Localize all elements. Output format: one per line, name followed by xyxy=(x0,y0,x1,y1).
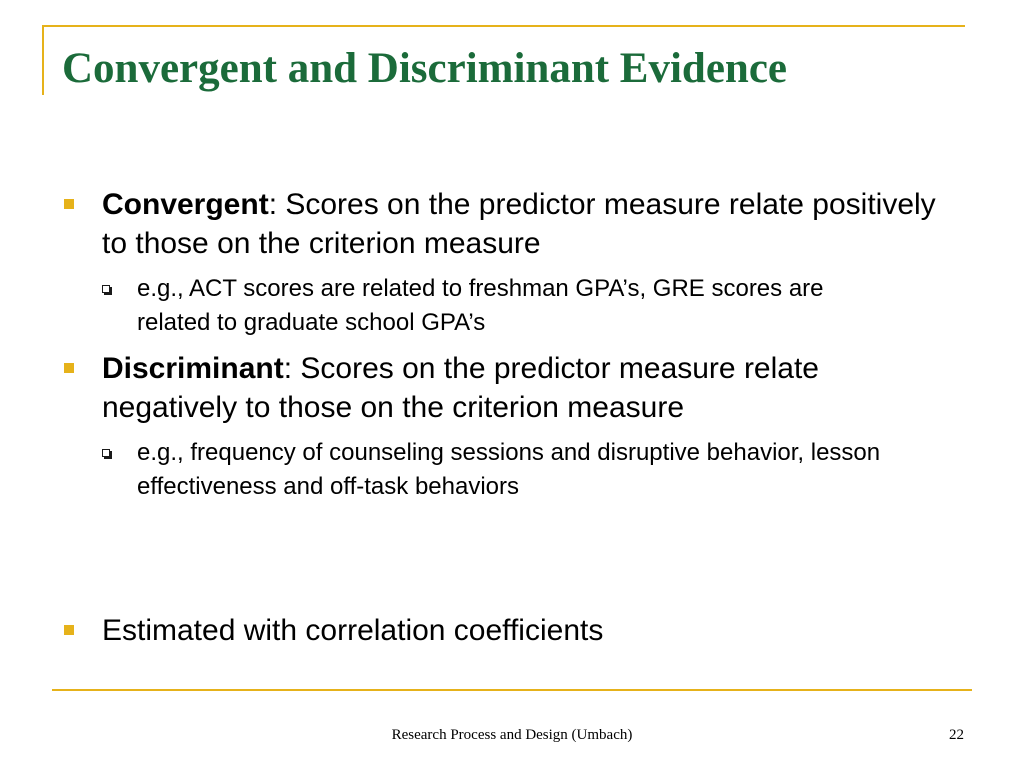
bullet-text xyxy=(102,185,952,263)
bullet-text: Estimated with correlation coefficients xyxy=(102,614,604,647)
square-bullet-icon xyxy=(64,199,74,209)
frame-top-line xyxy=(42,25,965,27)
footer-text: Research Process and Design (Umbach) xyxy=(391,727,633,743)
sub-bullet-text: e.g., frequency of counseling sessions and disruptive behavior, lesson effectiveness and off-task behaviors xyxy=(137,439,881,500)
hollow-square-bullet-icon xyxy=(102,285,110,293)
frame-left-line xyxy=(42,25,44,95)
bullet-term: Convergent xyxy=(102,188,269,221)
footer-divider xyxy=(52,689,972,691)
square-bullet-icon xyxy=(64,625,74,635)
square-bullet-icon xyxy=(64,363,74,373)
bullet-description: : Scores on the predictor measure relate positively to those on the criterion measure xyxy=(102,188,936,260)
sub-bullet-text: e.g., ACT scores are related to freshman GPA’s, GRE scores are related to graduate school GPA’s xyxy=(137,275,824,336)
page-number: 22 xyxy=(949,727,964,743)
hollow-square-bullet-icon xyxy=(102,449,110,457)
bullet-term: Discriminant xyxy=(102,352,284,385)
slide-title: Convergent and Discriminant Evidence xyxy=(62,45,788,92)
bullet-text xyxy=(102,349,952,427)
bullet-description: : Scores on the predictor measure relate negatively to those on the criterion measure xyxy=(102,352,819,424)
